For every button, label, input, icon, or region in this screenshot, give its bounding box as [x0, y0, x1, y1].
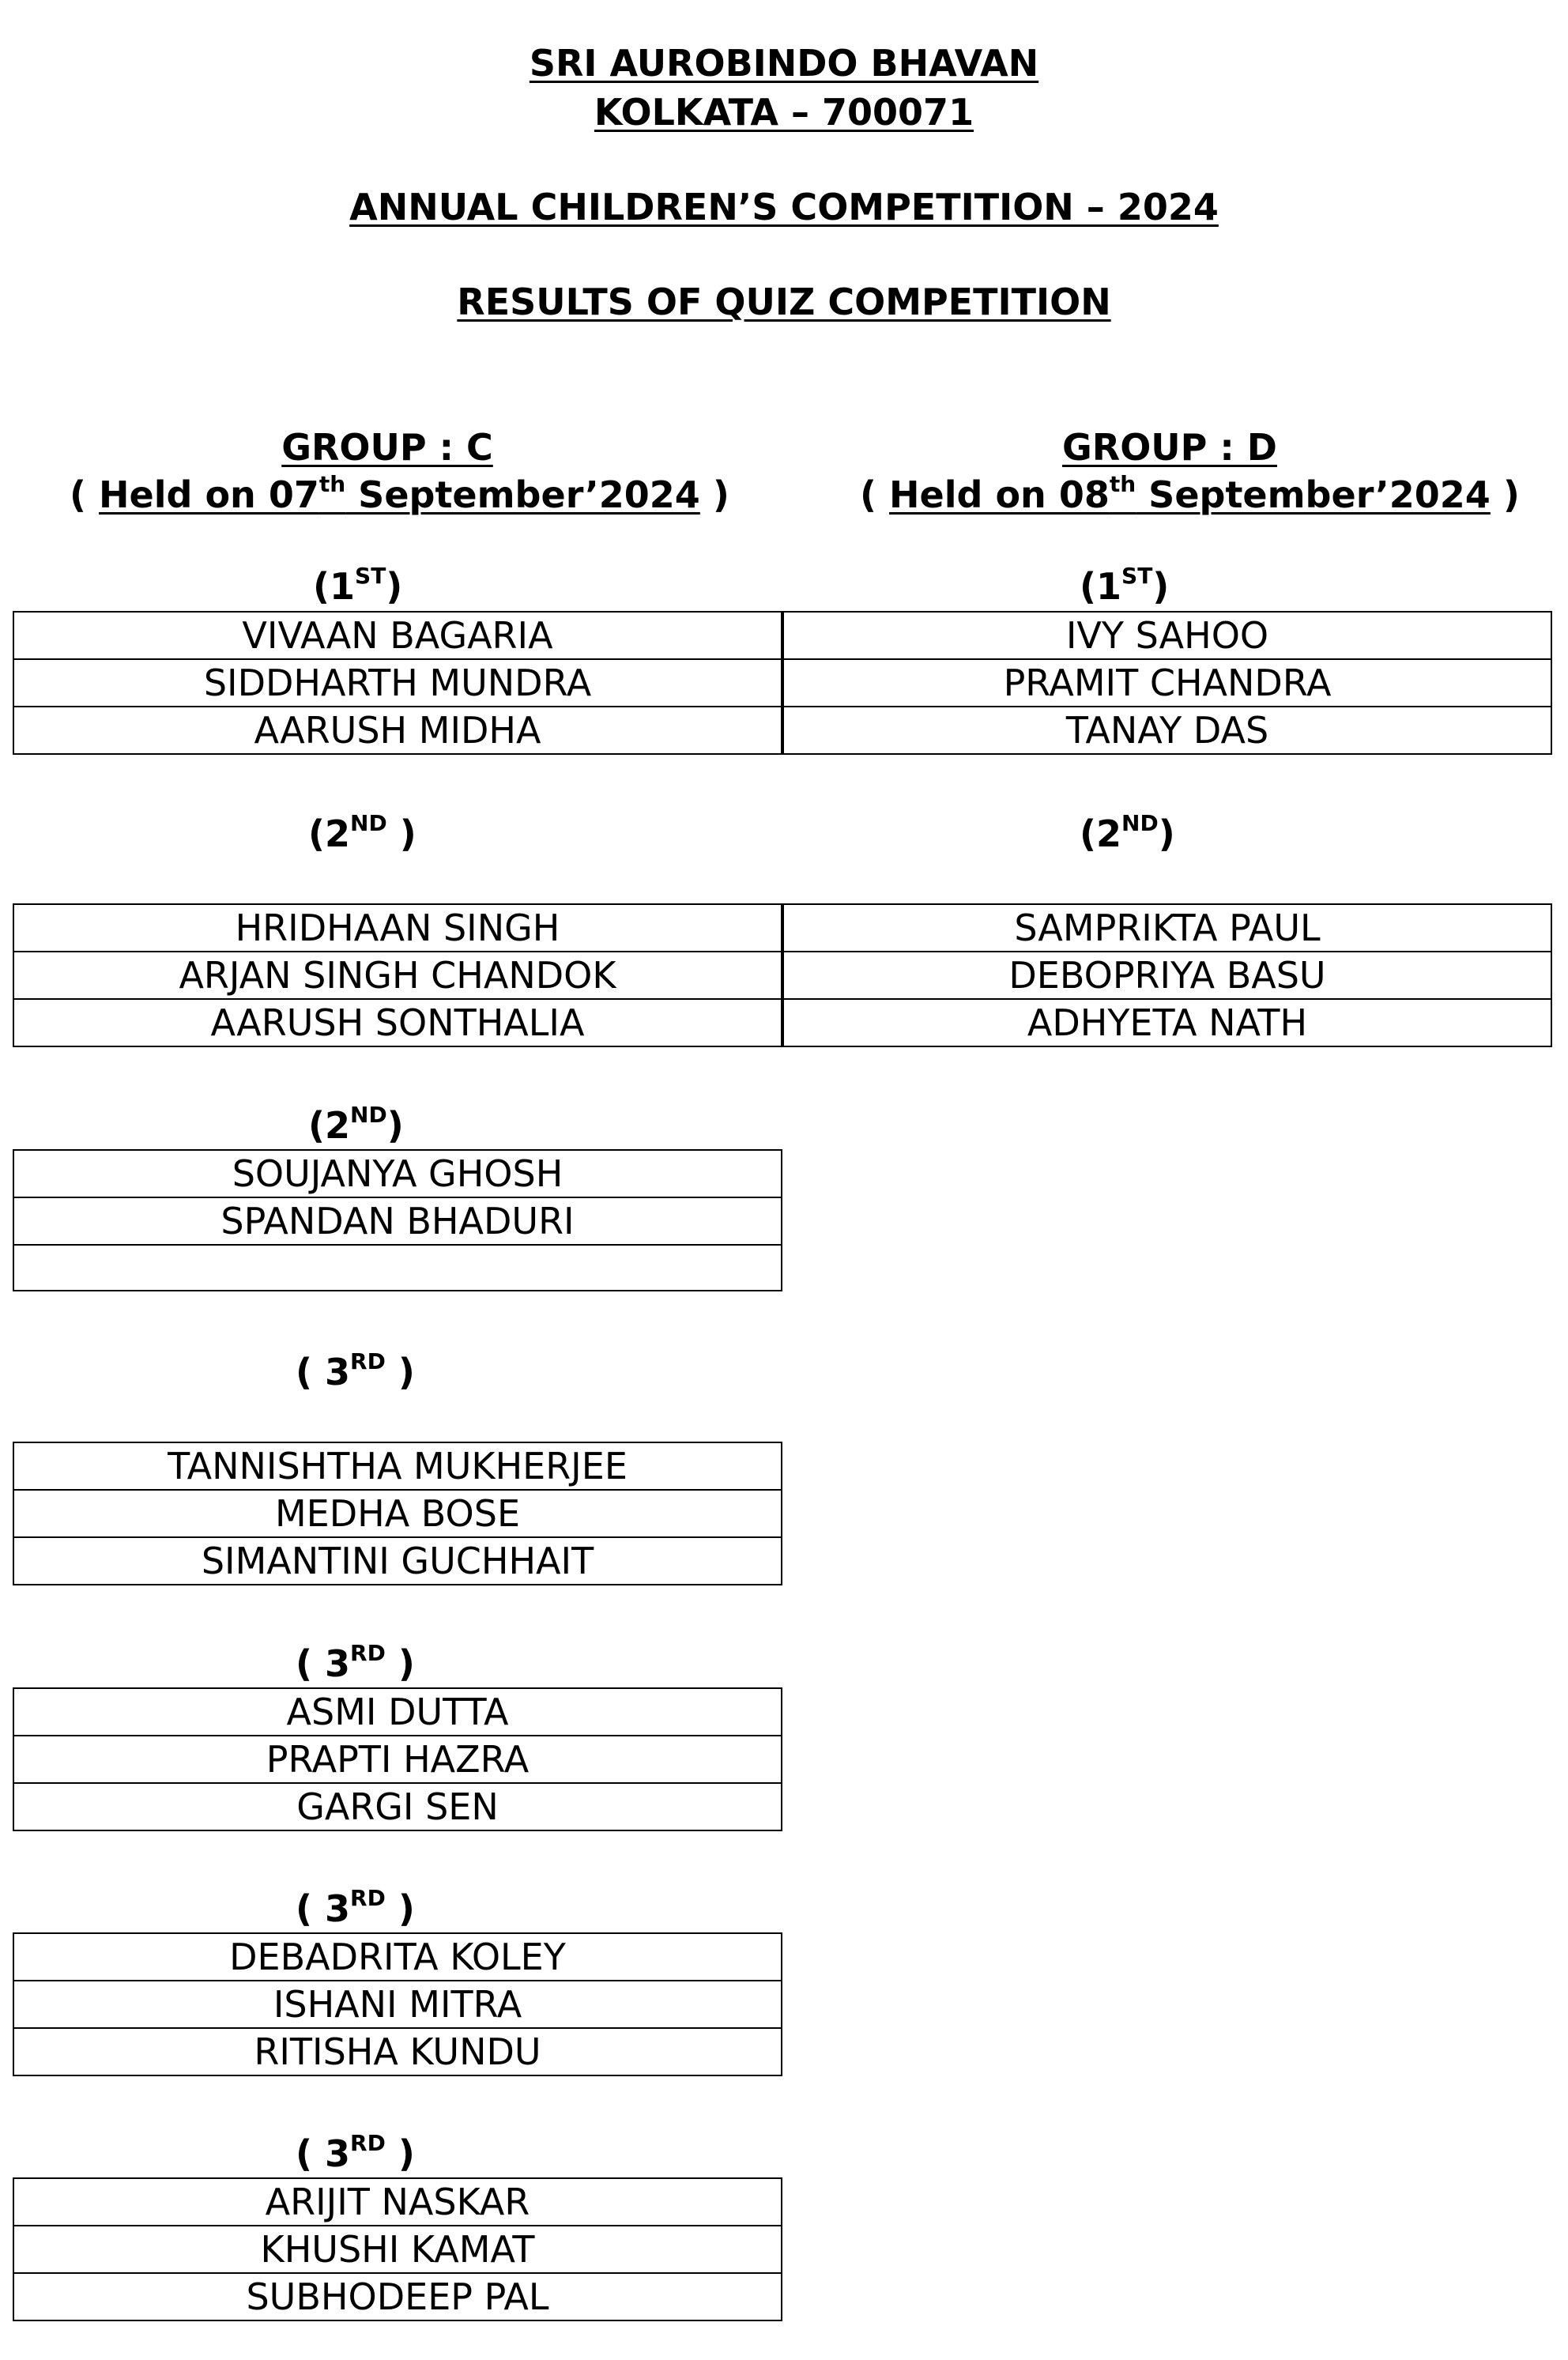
name-cell: TANAY DAS — [783, 707, 1551, 754]
name-cell: TANNISHTHA MUKHERJEE — [13, 1442, 782, 1490]
names-table-c3b — [13, 1687, 782, 1831]
name-cell: DEBOPRIYA BASU — [783, 952, 1551, 999]
names-table-c3d — [13, 2177, 782, 2321]
group-c-held-date: ( Held on 07th September’2024 ) — [70, 470, 729, 516]
name-cell: SAMPRIKTA PAUL — [783, 904, 1551, 952]
name-cell: ADHYETA NATH — [783, 999, 1551, 1046]
names-table-d2 — [782, 903, 1552, 1047]
name-cell: PRAMIT CHANDRA — [783, 659, 1551, 707]
rank-label-d2: (2ND) — [1080, 809, 1175, 855]
names-table-c3c — [13, 1932, 782, 2076]
name-cell: ASMI DUTTA — [13, 1688, 782, 1736]
name-cell: GARGI SEN — [13, 1783, 782, 1830]
org-address: KOLKATA – 700071 — [594, 91, 974, 134]
rank-label-c3a: ( 3RD ) — [296, 1348, 415, 1393]
rank-label-c2b: (2ND) — [308, 1101, 404, 1147]
competition-title: ANNUAL CHILDREN’S COMPETITION – 2024 — [349, 186, 1219, 228]
rank-label-c3d: ( 3RD ) — [296, 2129, 415, 2175]
name-cell: RITISHA KUNDU — [13, 2028, 782, 2075]
name-cell: AARUSH SONTHALIA — [13, 999, 782, 1046]
group-d-title: GROUP : D — [1062, 426, 1277, 469]
name-cell: MEDHA BOSE — [13, 1490, 782, 1537]
group-d-held-date: ( Held on 08th September’2024 ) — [860, 470, 1520, 516]
rank-label-c3c: ( 3RD ) — [296, 1884, 415, 1930]
name-cell — [13, 1245, 782, 1291]
name-cell: HRIDHAAN SINGH — [13, 904, 782, 952]
org-name: SRI AUROBINDO BHAVAN — [529, 42, 1039, 85]
names-table-c3a — [13, 1442, 782, 1585]
names-table-d1 — [782, 611, 1552, 755]
results-title: RESULTS OF QUIZ COMPETITION — [457, 281, 1111, 323]
name-cell: VIVAAN BAGARIA — [13, 612, 782, 659]
group-c-title: GROUP : C — [281, 426, 493, 469]
name-cell: ARIJIT NASKAR — [13, 2178, 782, 2226]
name-cell: SIDDHARTH MUNDRA — [13, 659, 782, 707]
name-cell: ISHANI MITRA — [13, 1981, 782, 2028]
rank-label-c1: (1ST) — [313, 562, 403, 608]
name-cell: SIMANTINI GUCHHAIT — [13, 1537, 782, 1585]
rank-label-c3b: ( 3RD ) — [296, 1639, 415, 1685]
name-cell: PRAPTI HAZRA — [13, 1736, 782, 1783]
names-table-c2b — [13, 1149, 782, 1291]
name-cell: DEBADRITA KOLEY — [13, 1933, 782, 1981]
name-cell: KHUSHI KAMAT — [13, 2226, 782, 2273]
names-table-c1 — [13, 611, 782, 755]
name-cell: SOUJANYA GHOSH — [13, 1150, 782, 1197]
name-cell: SUBHODEEP PAL — [13, 2273, 782, 2320]
name-cell: SPANDAN BHADURI — [13, 1197, 782, 1245]
name-cell: AARUSH MIDHA — [13, 707, 782, 754]
rank-label-d1: (1ST) — [1080, 562, 1170, 608]
name-cell: IVY SAHOO — [783, 612, 1551, 659]
name-cell: ARJAN SINGH CHANDOK — [13, 952, 782, 999]
names-table-c2a — [13, 903, 782, 1047]
rank-label-c2a: (2ND ) — [308, 809, 416, 855]
